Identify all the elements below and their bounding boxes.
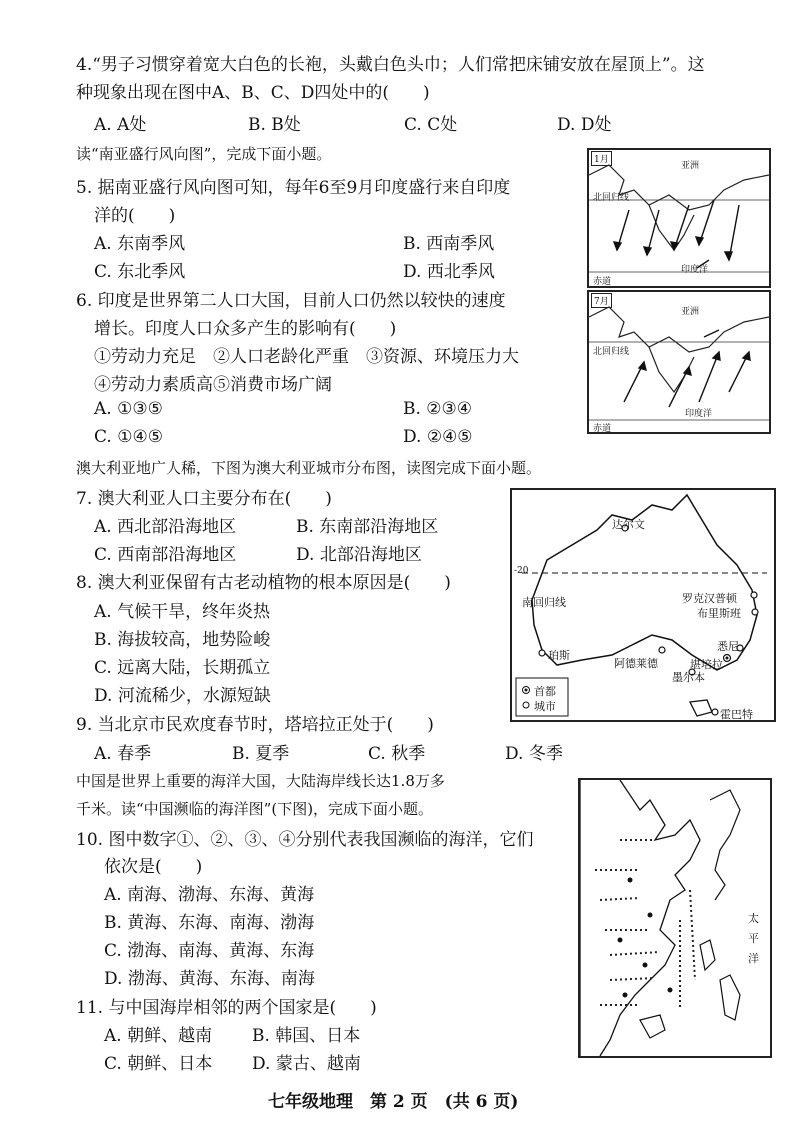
q5-stem-line2: 洋的( ) bbox=[94, 206, 176, 226]
q7-stem: 7. 澳大利亚人口主要分布在( ) bbox=[76, 489, 332, 509]
q4-option-a: A. A处 bbox=[94, 115, 147, 135]
q5-option-a: A. 东南季风 bbox=[94, 234, 186, 254]
q10-option-b: B. 黄海、东海、南海、渤海 bbox=[104, 913, 315, 933]
q4-option-c: C. C处 bbox=[404, 115, 458, 135]
map-jan-month: 1月 bbox=[591, 151, 612, 166]
q6-option-b: B. ②③④ bbox=[403, 399, 473, 419]
map-jan-ocean: 印度洋 bbox=[681, 265, 709, 275]
q8-option-a: A. 气候干旱，终年炎热 bbox=[94, 602, 271, 622]
q7-option-a: A. 西北部沿海地区 bbox=[94, 517, 237, 537]
q5-option-b: B. 西南季风 bbox=[403, 234, 495, 254]
city-sydney: 悉尼 bbox=[717, 640, 739, 653]
july-map-drawing bbox=[589, 292, 769, 432]
intro-australia: 澳大利亚地广人稀，下图为澳大利亚城市分布图，读图完成下面小题。 bbox=[76, 459, 542, 477]
q4-option-b: B. B处 bbox=[248, 115, 301, 135]
q7-option-c: C. 西南部沿海地区 bbox=[94, 545, 237, 565]
q8-option-c: C. 远离大陆，长期孤立 bbox=[94, 658, 271, 678]
q8-option-d: D. 河流稀少，水源短缺 bbox=[94, 686, 271, 706]
q4-stem-line1: 4.“男子习惯穿着宽大白色的长袍，头戴白色头巾；人们常把床铺安放在屋顶上”。这 bbox=[76, 55, 705, 75]
q10-option-a: A. 南海、渤海、东海、黄海 bbox=[104, 885, 315, 905]
q5-option-c: C. 东北季风 bbox=[94, 262, 186, 282]
intro-china-sea-line2: 千米。读“中国濒临的海洋图”(下图)，完成下面小题。 bbox=[76, 800, 434, 818]
map-jul-ocean: 印度洋 bbox=[685, 409, 713, 419]
q8-option-b: B. 海拔较高，地势险峻 bbox=[94, 630, 271, 650]
china-seas-map-drawing bbox=[580, 780, 770, 1056]
legend-capital: 首都 bbox=[534, 685, 556, 698]
q4-option-d: D. D处 bbox=[557, 115, 612, 135]
q9-stem: 9. 当北京市民欢度春节时，塔培拉正处于( ) bbox=[76, 715, 434, 735]
map-jan-equator: 赤道 bbox=[593, 277, 612, 287]
city-melbourne: 墨尔本 bbox=[672, 671, 705, 684]
q6-stem-line2: 增长。印度人口众多产生的影响有( ) bbox=[94, 319, 397, 339]
pacific-label-1: 太 bbox=[748, 912, 759, 925]
map-jan-tropic: 北回归线 bbox=[593, 193, 630, 203]
q11-option-a: A. 朝鲜、越南 bbox=[104, 1026, 213, 1046]
q6-stem-line1: 6. 印度是世界第二人口大国，目前人口仍然以较快的速度 bbox=[76, 291, 506, 311]
q7-option-d: D. 北部沿海地区 bbox=[296, 545, 422, 565]
city-perth: 珀斯 bbox=[548, 649, 570, 662]
page-footer: 七年级地理 第 2 页 (共 6 页) bbox=[268, 1092, 519, 1112]
q4-stem-line2: 种现象出现在图中A、B、C、D四处中的( ) bbox=[76, 83, 430, 103]
map-jan-asia: 亚洲 bbox=[681, 161, 700, 171]
q11-stem: 11. 与中国海岸相邻的两个国家是( ) bbox=[76, 998, 377, 1018]
map-jul-asia: 亚洲 bbox=[681, 307, 700, 317]
pacific-label-3: 洋 bbox=[748, 952, 759, 965]
q9-option-a: A. 春季 bbox=[94, 744, 152, 764]
q8-stem: 8. 澳大利亚保留有古老动植物的根本原因是( ) bbox=[76, 573, 451, 593]
q10-option-c: C. 渤海、南海、黄海、东海 bbox=[104, 941, 315, 961]
city-rockhampton: 罗克汉普顿 bbox=[682, 592, 737, 605]
city-canberra: 堪培拉 bbox=[690, 658, 723, 671]
q6-items-line1: ①劳动力充足 ②人口老龄化严重 ③资源、环境压力大 bbox=[94, 347, 519, 367]
china-seas-map bbox=[578, 778, 772, 1058]
map-jul-tropic: 北回归线 bbox=[593, 347, 630, 357]
q11-option-b: B. 韩国、日本 bbox=[252, 1026, 361, 1046]
q11-option-c: C. 朝鲜、日本 bbox=[104, 1054, 213, 1074]
q5-stem-line1: 5. 据南亚盛行风向图可知，每年6至9月印度盛行来自印度 bbox=[76, 178, 511, 198]
q10-stem-line1: 10. 图中数字①、②、③、④分别代表我国濒临的海洋，它们 bbox=[76, 830, 534, 850]
q11-option-d: D. 蒙古、越南 bbox=[252, 1054, 361, 1074]
intro-china-sea-line1: 中国是世界上重要的海洋大国，大陆海岸线长达1.8万多 bbox=[76, 772, 445, 790]
lat-20: -20 bbox=[514, 566, 529, 576]
city-hobart: 霍巴特 bbox=[720, 708, 753, 721]
q9-option-c: C. 秋季 bbox=[368, 744, 426, 764]
q6-option-a: A. ①③⑤ bbox=[94, 399, 163, 419]
city-adelaide: 阿德莱德 bbox=[614, 657, 658, 670]
tropic-capricorn: 南回归线 bbox=[522, 596, 566, 609]
q6-option-d: D. ②④⑤ bbox=[403, 427, 473, 447]
q7-option-b: B. 东南部沿海地区 bbox=[296, 517, 439, 537]
map-jul-month: 7月 bbox=[591, 293, 612, 308]
january-map-drawing bbox=[589, 150, 769, 286]
legend-city: 城市 bbox=[534, 700, 556, 713]
australia-city-map bbox=[510, 488, 776, 722]
q5-option-d: D. 西北季风 bbox=[403, 262, 495, 282]
south-asia-wind-map-july bbox=[587, 290, 771, 434]
q6-option-c: C. ①④⑤ bbox=[94, 427, 163, 447]
q10-stem-line2: 依次是( ) bbox=[104, 857, 203, 877]
city-brisbane: 布里斯班 bbox=[697, 607, 741, 620]
south-asia-wind-map-january bbox=[587, 148, 771, 288]
city-darwin: 达尔文 bbox=[612, 518, 645, 531]
q6-items-line2: ④劳动力素质高⑤消费市场广阔 bbox=[94, 375, 332, 395]
intro-south-asia: 读“南亚盛行风向图”，完成下面小题。 bbox=[76, 145, 332, 163]
q10-option-d: D. 渤海、黄海、东海、南海 bbox=[104, 969, 315, 989]
pacific-label-2: 平 bbox=[748, 932, 759, 945]
q9-option-b: B. 夏季 bbox=[232, 744, 290, 764]
q9-option-d: D. 冬季 bbox=[505, 744, 563, 764]
map-jul-equator: 赤道 bbox=[593, 424, 612, 434]
